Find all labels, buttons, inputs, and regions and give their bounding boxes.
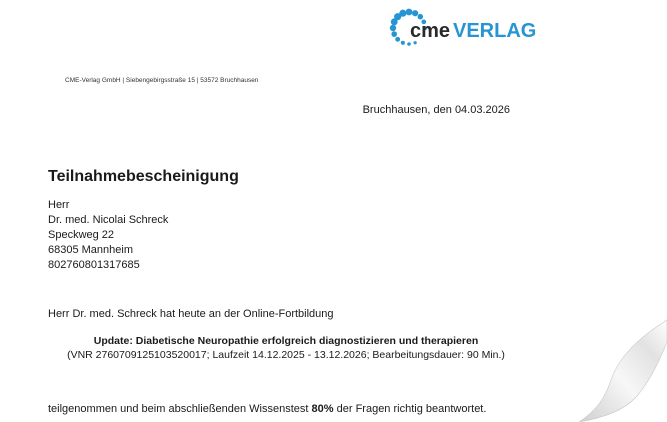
cme-verlag-logo bbox=[386, 4, 537, 54]
course-meta: (VNR 2760709125103520017; Laufzeit 14.12.2025 - 13.12.2026; Bearbeitungsdauer: 90 Min.) bbox=[67, 349, 505, 361]
logo-dot-ring-icon bbox=[386, 4, 537, 54]
recipient-city: 68305 Mannheim bbox=[48, 244, 134, 256]
result-text-after: der Fragen richtig beantwortet. bbox=[333, 403, 487, 415]
logo-brand-text: cme bbox=[410, 20, 451, 42]
recipient-street: Speckweg 22 bbox=[48, 229, 115, 241]
recipient-salutation: Herr bbox=[48, 199, 70, 211]
course-block bbox=[48, 334, 524, 362]
logo-dot bbox=[418, 14, 424, 20]
result-text bbox=[48, 403, 486, 415]
page-curl-decoration bbox=[537, 292, 667, 422]
course-title: Update: Diabetische Neuropathie erfolgreich diagnostizieren und therapieren bbox=[93, 335, 479, 347]
result-percent: 80% bbox=[311, 403, 334, 415]
logo-dot bbox=[412, 10, 418, 16]
logo-dot bbox=[399, 10, 406, 17]
document-title: Teilnahmebescheinigung bbox=[48, 168, 239, 185]
logo-dot bbox=[407, 42, 411, 46]
intro-text: Herr Dr. med. Schreck hat heute an der Online-Fortbildung bbox=[48, 308, 334, 320]
date-line: Bruchhausen, den 04.03.2026 bbox=[362, 104, 510, 116]
logo-dot bbox=[406, 9, 413, 16]
recipient-name: Dr. med. Nicolai Schreck bbox=[48, 214, 169, 226]
logo-dot bbox=[390, 25, 396, 31]
recipient-address bbox=[48, 198, 168, 273]
result-text-before: teilgenommen und beim abschließenden Wissenstest bbox=[48, 403, 312, 415]
logo-dot bbox=[401, 41, 405, 45]
recipient-id: 802760801317685 bbox=[48, 259, 140, 271]
logo-dot bbox=[391, 31, 397, 37]
sender-address-line: CME-Verlag GmbH | Siebengebirgsstraße 15 | 53572 Bruchhausen bbox=[65, 77, 259, 84]
logo-dot bbox=[395, 37, 400, 42]
logo-name-text: VERLAG bbox=[453, 20, 537, 42]
